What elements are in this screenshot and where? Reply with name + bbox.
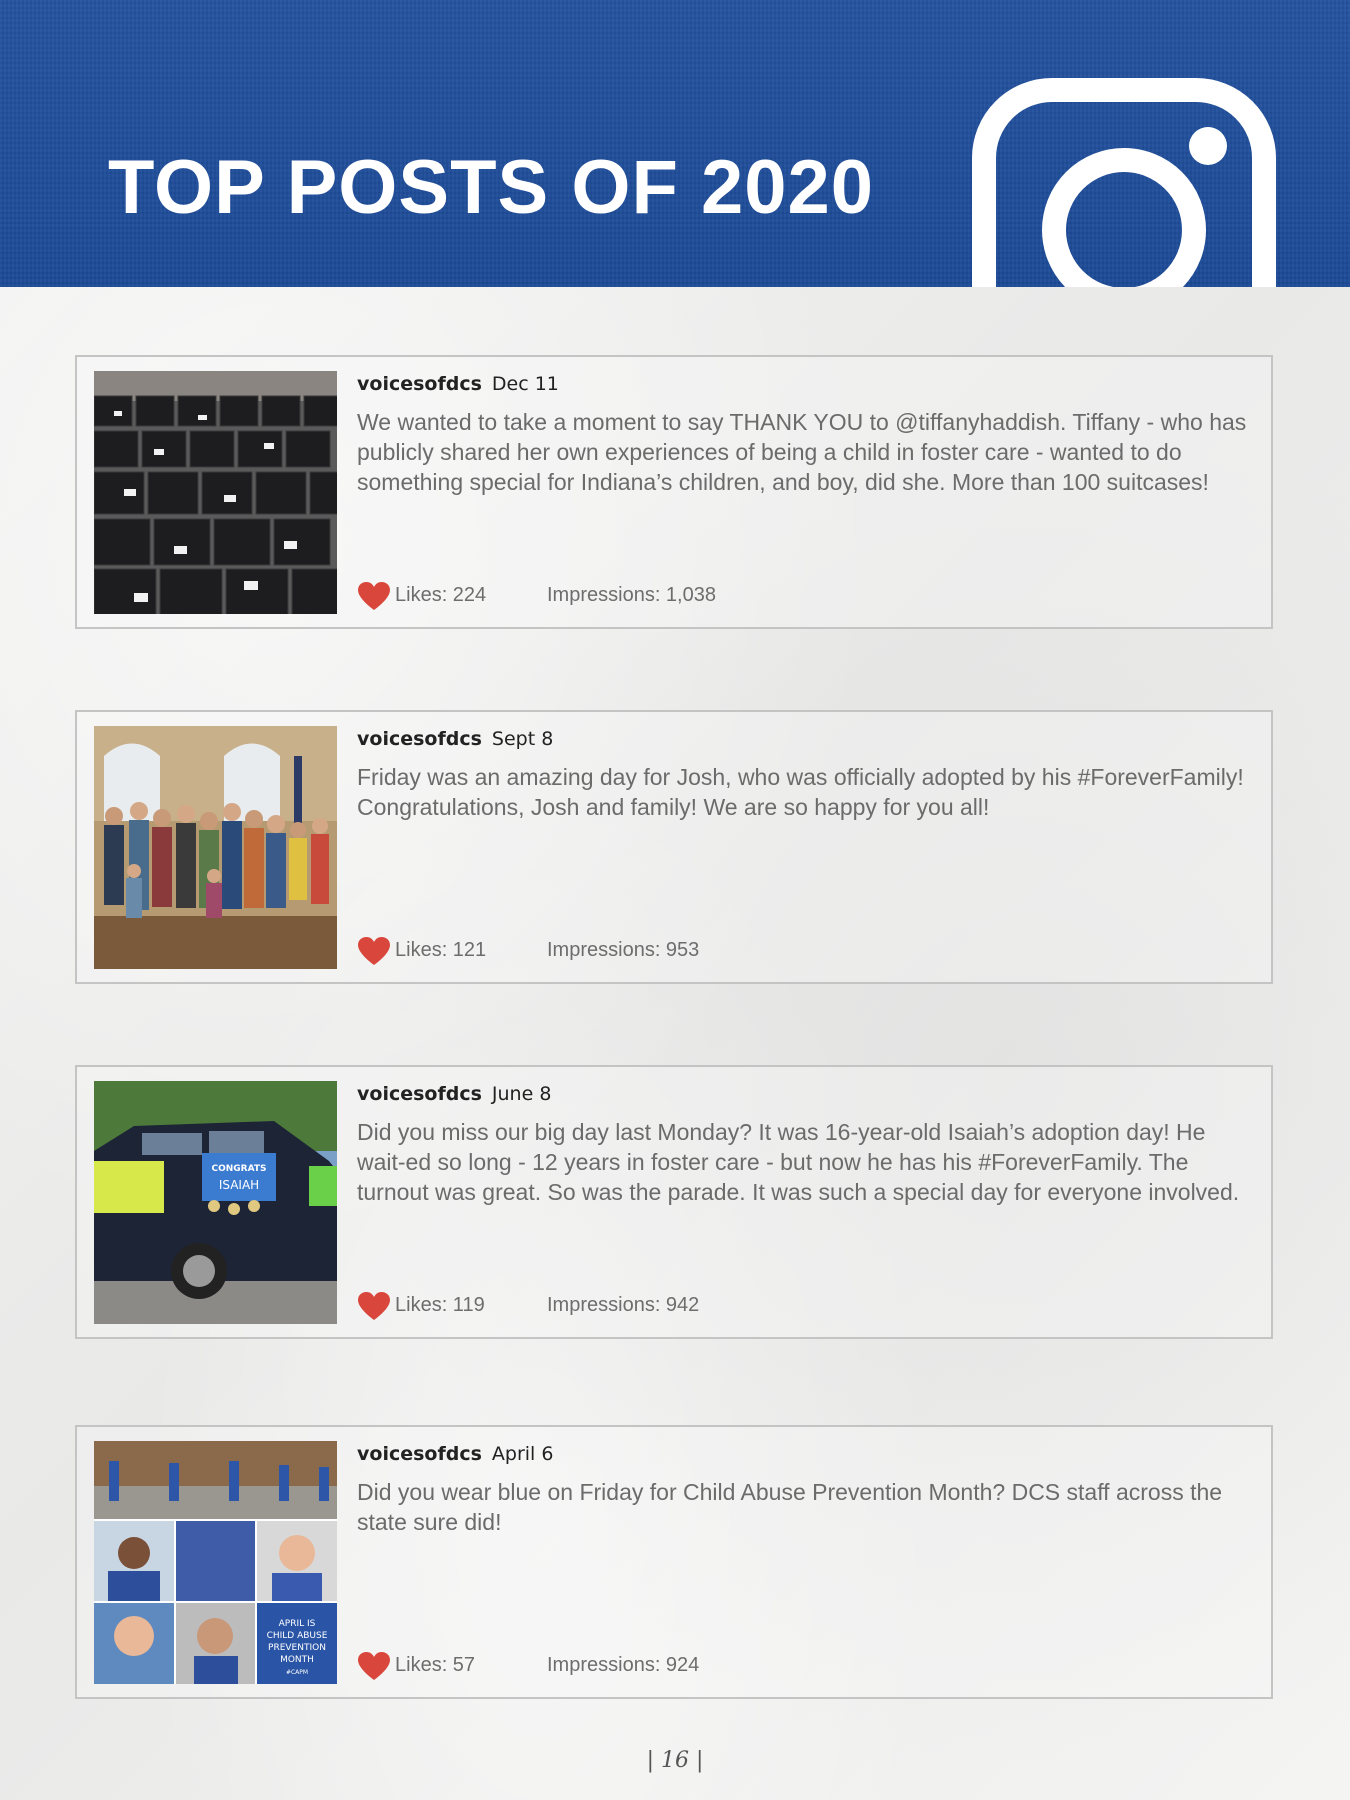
heart-icon: [357, 1651, 391, 1681]
post-date: Sept 8: [491, 728, 554, 750]
likes-count: Likes: 119: [395, 1294, 485, 1316]
photo-text-line: APRIL IS: [278, 1619, 316, 1629]
post-caption: Friday was an amazing day for Josh, who was officially adopted by his #ForeverFamily! Congratulations, Josh and family! We are so happy for you all!: [357, 764, 1244, 820]
likes-count: Likes: 57: [395, 1654, 476, 1676]
post-photo-car[interactable]: [94, 1081, 337, 1324]
likes-count: Likes: 121: [395, 939, 487, 961]
page-title: TOP POSTS OF 2020: [108, 145, 875, 230]
post-photo-family[interactable]: [94, 726, 337, 969]
impressions-count: Impressions: 953: [547, 939, 700, 961]
post-caption: Did you miss our big day last Monday? It was 16-year-old Isaiah’s adoption day! He wait-ed so long - 12 years in foster care - but now he has his #ForeverFamily. The turnout was great. So was the parade. It was such a special day for everyone involved.: [357, 1119, 1240, 1205]
post-card: [75, 710, 1273, 984]
photo-sign-congrats: CONGRATS: [211, 1164, 267, 1174]
header-banner: [0, 0, 1350, 287]
heart-icon: [357, 936, 391, 966]
post-username[interactable]: voicesofdcs: [357, 1083, 482, 1105]
impressions-count: Impressions: 1,038: [547, 584, 716, 606]
post-photo-collage[interactable]: [94, 1441, 337, 1684]
heart-icon: [357, 1291, 391, 1321]
post-caption: We wanted to take a moment to say THANK YOU to @tiffanyhaddish. Tiffany - who has publicly shared her own experiences of being a child in foster care - wanted to do something special for Indiana’s children, and boy, did she. More than 100 suitcases!: [357, 409, 1247, 495]
impressions-count: Impressions: 924: [547, 1654, 700, 1676]
photo-text-line: CHILD ABUSE: [266, 1631, 328, 1641]
post-username[interactable]: voicesofdcs: [357, 728, 482, 750]
post-date: Dec 11: [491, 373, 559, 395]
likes-count: Likes: 224: [395, 584, 487, 606]
post-header: [357, 373, 559, 395]
impressions-count: Impressions: 942: [547, 1294, 700, 1316]
photo-text-line: PREVENTION: [268, 1643, 326, 1653]
photo-text-line: MONTH: [280, 1655, 314, 1665]
post-date: June 8: [491, 1083, 552, 1105]
instagram-icon: [972, 78, 1276, 287]
post-card: [75, 355, 1273, 629]
post-header: [357, 728, 553, 750]
post-username[interactable]: voicesofdcs: [357, 1443, 482, 1465]
post-card: [75, 1065, 1273, 1339]
post-caption: Did you wear blue on Friday for Child Abuse Prevention Month? DCS staff across the state sure did!: [357, 1479, 1223, 1535]
photo-sign-name: ISAIAH: [218, 1178, 260, 1192]
post-username[interactable]: voicesofdcs: [357, 373, 482, 395]
post-card: [75, 1425, 1273, 1699]
photo-text-line: #CAPM: [285, 1669, 309, 1676]
post-header: [357, 1083, 551, 1105]
heart-icon: [357, 581, 391, 611]
post-date: April 6: [491, 1443, 554, 1465]
page-number: | 16 |: [646, 1748, 704, 1773]
post-header: [357, 1443, 553, 1465]
post-photo-suitcases[interactable]: [94, 371, 337, 614]
